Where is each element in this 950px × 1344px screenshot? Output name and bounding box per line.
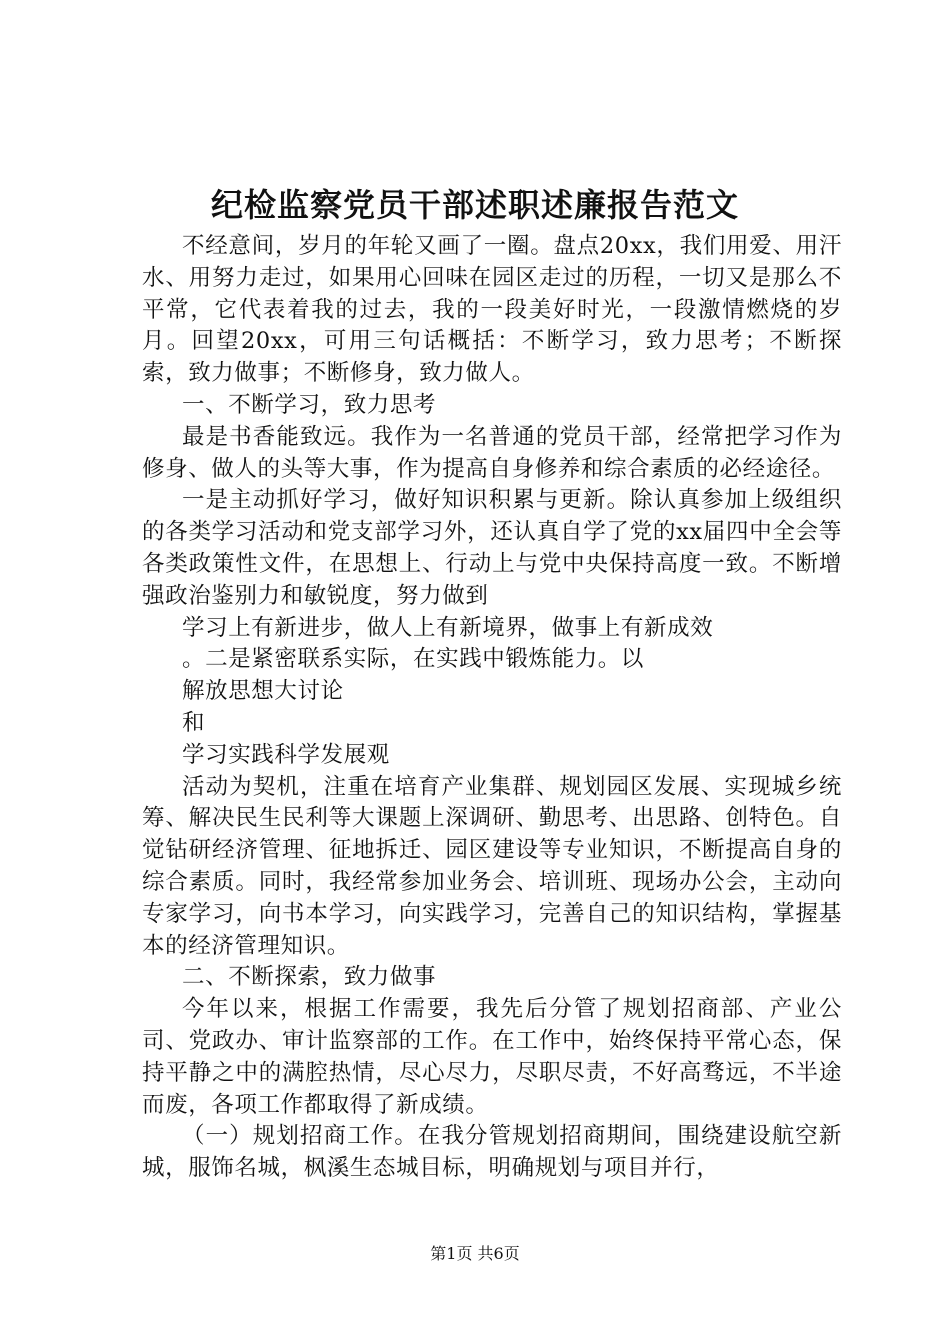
section-heading-1: 一、不断学习，致力思考 [182, 391, 437, 418]
document-body [142, 231, 842, 1185]
intro-paragraph: 不经意间，岁月的年轮又画了一圈。盘点20xx，我们用爱、用汗水、用努力走过，如果用心回味在园区走过的历程，一切又是那么不平常，它代表着我的过去，我的一段美好时光，一段激情燃烧的岁月。回望20xx，可用三句话概括：不断学习，致力思考；不断探索，致力做事；不断修身，致力做人。 [142, 233, 842, 387]
paragraph: 活动为契机，注重在培育产业集群、规划园区发展、实现城乡统筹、解决民生民利等大课题上深调研、勤思考、出思路、创特色。自觉钻研经济管理、征地拆迁、园区建设等专业知识，不断提高自身的综合素质。同时，我经常参加业务会、培训班、现场办公会，主动向专家学习，向书本学习，向实践学习，完善自己的知识结构，掌握基本的经济管理知识。 [142, 773, 842, 959]
paragraph: 最是书香能致远。我作为一名普通的党员干部，经常把学习作为修身、做人的头等大事，作为提高自身修养和综合素质的必经途径。 [142, 423, 842, 482]
paragraph-fragment: 。二是紧密联系实际，在实践中锻炼能力。以 [182, 646, 645, 673]
paragraph: 今年以来，根据工作需要，我先后分管了规划招商部、产业公司、党政办、审计监察部的工作。在工作中，始终保持平常心态，保持平静之中的满腔热情，尽心尽力，尽职尽责，不好高骛远，不半途而废，各项工作都取得了新成绩。 [142, 996, 842, 1118]
paragraph: 一是主动抓好学习，做好知识积累与更新。除认真参加上级组织的各类学习活动和党支部学习外，还认真自学了党的xx届四中全会等各类政策性文件，在思想上、行动上与党中央保持高度一致。不断增强政治鉴别力和敏锐度，努力做到 [142, 487, 842, 609]
paragraph-fragment: 解放思想大讨论 [182, 678, 344, 705]
document-title: 纪检监察党员干部述职述廉报告范文 [210, 186, 739, 224]
section-heading-2: 二、不断探索，致力做事 [182, 964, 437, 991]
paragraph-fragment: 学习实践科学发展观 [182, 741, 390, 768]
paragraph-fragment: 学习上有新进步，做人上有新境界，做事上有新成效 [182, 614, 714, 641]
page-number: 第1页 共6页 [430, 1244, 520, 1263]
paragraph-fragment: 和 [182, 709, 206, 736]
paragraph: （一）规划招商工作。在我分管规划招商期间，围绕建设航空新城，服饰名城，枫溪生态城目标，明确规划与项目并行， [142, 1123, 842, 1182]
